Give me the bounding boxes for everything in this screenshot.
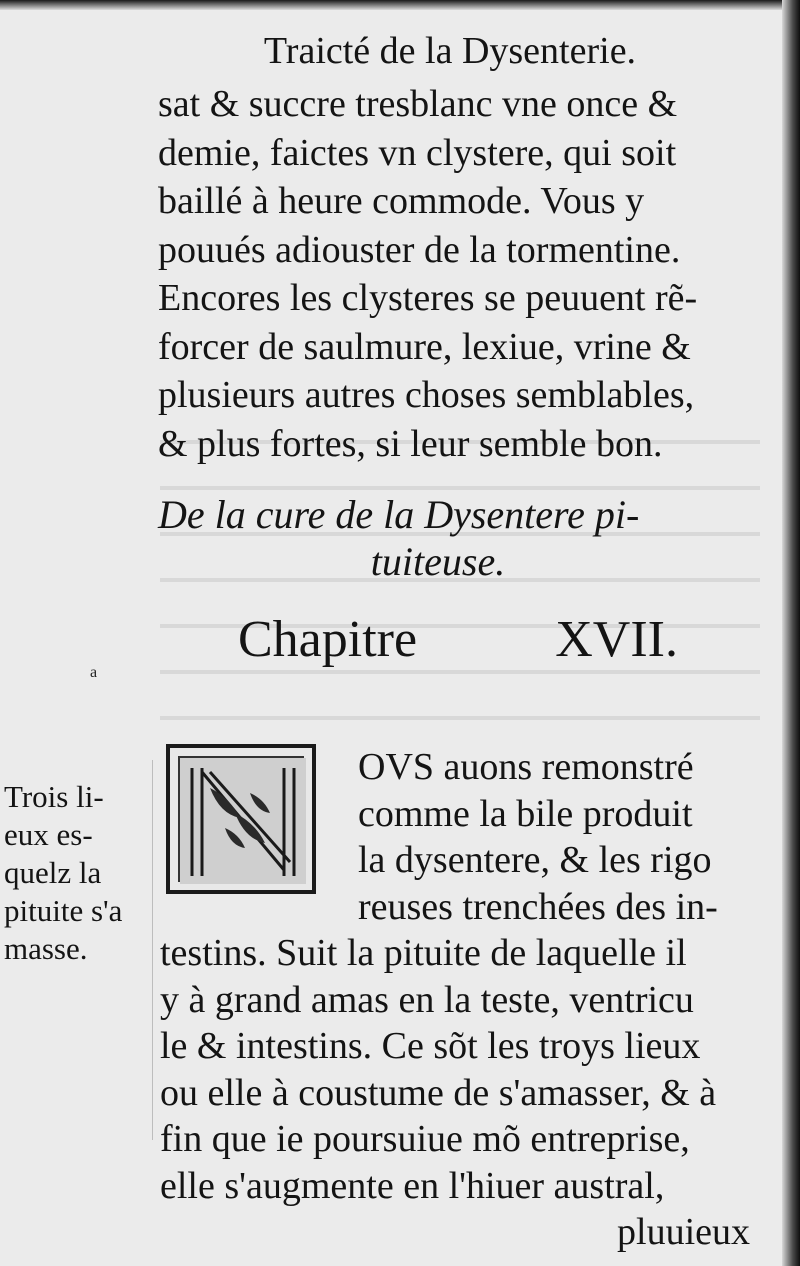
heading-line-2: tuiteuse. <box>370 539 506 584</box>
marginal-line: eux es- <box>4 817 93 852</box>
marginal-line: quelz la <box>4 855 102 890</box>
chapter-word: Chapitre <box>238 611 418 668</box>
marginal-line: pituite s'a <box>4 893 123 928</box>
marginal-note <box>4 778 154 968</box>
page-top-edge <box>0 0 800 10</box>
text-line: testins. Suit la pituite de laquelle il <box>160 932 687 974</box>
text-line: forcer de saulmure, lexiue, vrine & <box>158 325 691 368</box>
text-line: comme la bile produit <box>358 792 693 835</box>
text-line: fin que ie poursuiue mõ entreprise, <box>160 1118 690 1160</box>
text-line: la dysentere, & les rigo <box>358 839 712 881</box>
paragraph-2 <box>160 744 760 1256</box>
text-line: & plus fortes, si leur semble bon. <box>158 422 663 465</box>
printer-mark: a <box>90 664 98 681</box>
text-line: ou elle à coustume de s'amasser, & à <box>160 1071 717 1114</box>
text-line: y à grand amas en la teste, ventricu <box>160 978 694 1021</box>
page-gutter-shadow <box>782 0 800 1266</box>
text-line: OVS auons remonstré <box>358 746 694 788</box>
bleed-through-texture <box>160 440 760 740</box>
text-line: pouués adiouster de la tormentine. <box>158 228 681 271</box>
chapter-number: XVII. <box>555 611 678 668</box>
text-line: elle s'augmente en l'hiuer austral, <box>160 1164 665 1207</box>
marginal-line: Trois li- <box>4 779 104 814</box>
text-line: baillé à heure commode. Vous y <box>158 180 645 222</box>
heading-line-1: De la cure de la Dysentere pi- <box>158 492 640 537</box>
text-line: sat & succre tresblanc vne once & <box>158 83 678 125</box>
text-line: plusieurs autres choses semblables, <box>158 374 695 416</box>
chapter-title <box>238 610 678 669</box>
text-line: reuses trenchées des in- <box>358 885 718 928</box>
text-line: demie, faictes vn clystere, qui soit <box>158 131 677 174</box>
chapter-heading <box>158 490 758 584</box>
paragraph-1 <box>158 80 758 468</box>
catchword: pluuieux <box>617 1211 750 1253</box>
text-line: Encores les clysteres se peuuent rẽ- <box>158 277 698 319</box>
text-line: le & intestins. Ce sõt les troys lieux <box>160 1025 701 1067</box>
running-header: Traicté de la Dysenterie. <box>263 30 637 72</box>
marginal-line: masse. <box>4 931 88 966</box>
